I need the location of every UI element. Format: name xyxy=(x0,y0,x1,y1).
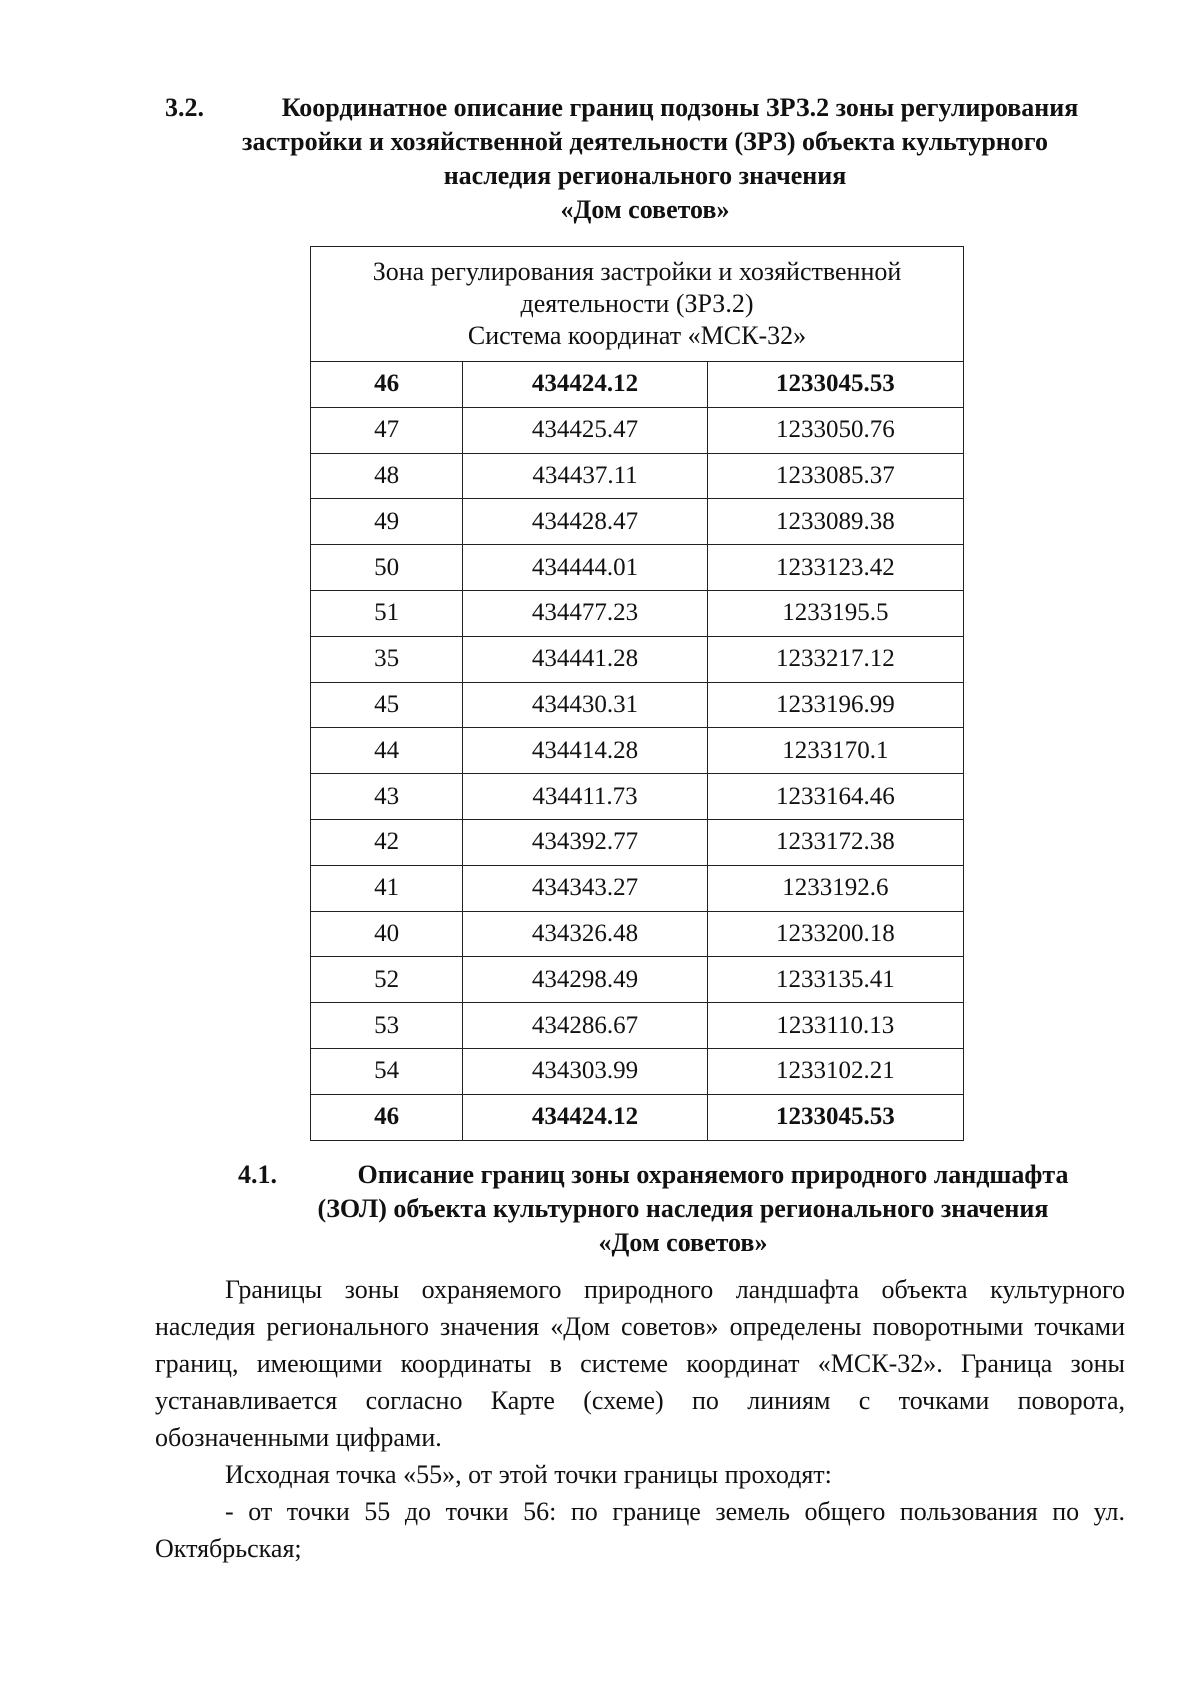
heading-line: «Дом советов» xyxy=(598,1228,768,1257)
point-number-cell: 50 xyxy=(311,545,463,591)
point-number-cell: 35 xyxy=(311,636,463,682)
y-coordinate-cell: 1233170.1 xyxy=(707,728,963,774)
point-number-cell: 51 xyxy=(311,590,463,636)
heading-line: «Дом советов» xyxy=(560,195,730,224)
heading-line: наследия регионального значения xyxy=(443,161,847,190)
y-coordinate-cell: 1233045.53 xyxy=(707,1094,963,1140)
y-coordinate-cell: 1233085.37 xyxy=(707,453,963,499)
point-number-cell: 44 xyxy=(311,728,463,774)
point-number-cell: 46 xyxy=(311,362,463,408)
y-coordinate-cell: 1233217.12 xyxy=(707,636,963,682)
heading-line: Координатное описание границ подзоны ЗРЗ.2 зоны регулирования xyxy=(281,93,1079,122)
x-coordinate-cell: 434411.73 xyxy=(463,774,707,820)
x-coordinate-cell: 434425.47 xyxy=(463,407,707,453)
table-row xyxy=(311,362,964,408)
table-row xyxy=(311,590,964,636)
x-coordinate-cell: 434428.47 xyxy=(463,499,707,545)
table-row xyxy=(311,1003,964,1049)
point-number-cell: 45 xyxy=(311,682,463,728)
x-coordinate-cell: 434444.01 xyxy=(463,545,707,591)
point-number-cell: 46 xyxy=(311,1094,463,1140)
table-row xyxy=(311,865,964,911)
point-number-cell: 54 xyxy=(311,1048,463,1094)
x-coordinate-cell: 434414.28 xyxy=(463,728,707,774)
table-caption-row xyxy=(311,247,964,362)
point-number-cell: 40 xyxy=(311,911,463,957)
y-coordinate-cell: 1233102.21 xyxy=(707,1048,963,1094)
table-row xyxy=(311,545,964,591)
x-coordinate-cell: 434430.31 xyxy=(463,682,707,728)
heading-line: застройки и хозяйственной деятельности (ЗРЗ) объекта культурного xyxy=(242,127,1048,156)
table-row xyxy=(311,407,964,453)
section-number: 3.2. xyxy=(165,93,204,122)
y-coordinate-cell: 1233110.13 xyxy=(707,1003,963,1049)
x-coordinate-cell: 434424.12 xyxy=(463,1094,707,1140)
y-coordinate-cell: 1233200.18 xyxy=(707,911,963,957)
point-number-cell: 43 xyxy=(311,774,463,820)
heading-line: (ЗОЛ) объекта культурного наследия регионального значения xyxy=(317,1194,1049,1223)
table-row xyxy=(311,819,964,865)
point-number-cell: 48 xyxy=(311,453,463,499)
table-row xyxy=(311,728,964,774)
y-coordinate-cell: 1233135.41 xyxy=(707,957,963,1003)
x-coordinate-cell: 434343.27 xyxy=(463,865,707,911)
paragraph-segment-55-56: - от точки 55 до точки 56: по границе земель общего пользования по ул. Октябрьская; xyxy=(155,1497,1125,1563)
table-row xyxy=(311,774,964,820)
x-coordinate-cell: 434392.77 xyxy=(463,819,707,865)
point-number-cell: 52 xyxy=(311,957,463,1003)
x-coordinate-cell: 434477.23 xyxy=(463,590,707,636)
x-coordinate-cell: 434424.12 xyxy=(463,362,707,408)
table-caption xyxy=(311,247,964,362)
coordinates-table xyxy=(310,246,964,1141)
x-coordinate-cell: 434298.49 xyxy=(463,957,707,1003)
point-number-cell: 53 xyxy=(311,1003,463,1049)
point-number-cell: 41 xyxy=(311,865,463,911)
table-row xyxy=(311,499,964,545)
y-coordinate-cell: 1233164.46 xyxy=(707,774,963,820)
table-row xyxy=(311,453,964,499)
paragraph-start-point: Исходная точка «55», от этой точки границы проходят: xyxy=(225,1460,832,1489)
paragraph-zone-boundaries: Границы зоны охраняемого природного ландшафта объекта культурного наследия регионального значения «Дом советов» определены поворотными точками границ, имеющими координаты в системе координат «МСК-32». Граница зоны устанавливается согласно Карте (схеме) по линиям с точками поворота, обозначенными цифрами. xyxy=(155,1275,1125,1452)
y-coordinate-cell: 1233196.99 xyxy=(707,682,963,728)
caption-line: Зона регулирования застройки и хозяйственной xyxy=(372,257,902,286)
table-row xyxy=(311,957,964,1003)
x-coordinate-cell: 434303.99 xyxy=(463,1048,707,1094)
y-coordinate-cell: 1233195.5 xyxy=(707,590,963,636)
table-row xyxy=(311,911,964,957)
table-row xyxy=(311,636,964,682)
x-coordinate-cell: 434441.28 xyxy=(463,636,707,682)
heading-line: Описание границ зоны охраняемого природного ландшафта xyxy=(357,1160,1069,1189)
point-number-cell: 42 xyxy=(311,819,463,865)
table-row xyxy=(311,1048,964,1094)
section-number: 4.1. xyxy=(238,1160,277,1189)
x-coordinate-cell: 434286.67 xyxy=(463,1003,707,1049)
caption-line: Система координат «МСК-32» xyxy=(467,321,807,350)
y-coordinate-cell: 1233123.42 xyxy=(707,545,963,591)
y-coordinate-cell: 1233172.38 xyxy=(707,819,963,865)
point-number-cell: 49 xyxy=(311,499,463,545)
y-coordinate-cell: 1233050.76 xyxy=(707,407,963,453)
section-4-1-heading xyxy=(238,1158,1128,1260)
y-coordinate-cell: 1233192.6 xyxy=(707,865,963,911)
x-coordinate-cell: 434326.48 xyxy=(463,911,707,957)
x-coordinate-cell: 434437.11 xyxy=(463,453,707,499)
caption-line: деятельности (ЗРЗ.2) xyxy=(520,289,754,318)
y-coordinate-cell: 1233045.53 xyxy=(707,362,963,408)
point-number-cell: 47 xyxy=(311,407,463,453)
table-row xyxy=(311,682,964,728)
table-row xyxy=(311,1094,964,1140)
section-3-2-heading xyxy=(165,91,1125,227)
y-coordinate-cell: 1233089.38 xyxy=(707,499,963,545)
